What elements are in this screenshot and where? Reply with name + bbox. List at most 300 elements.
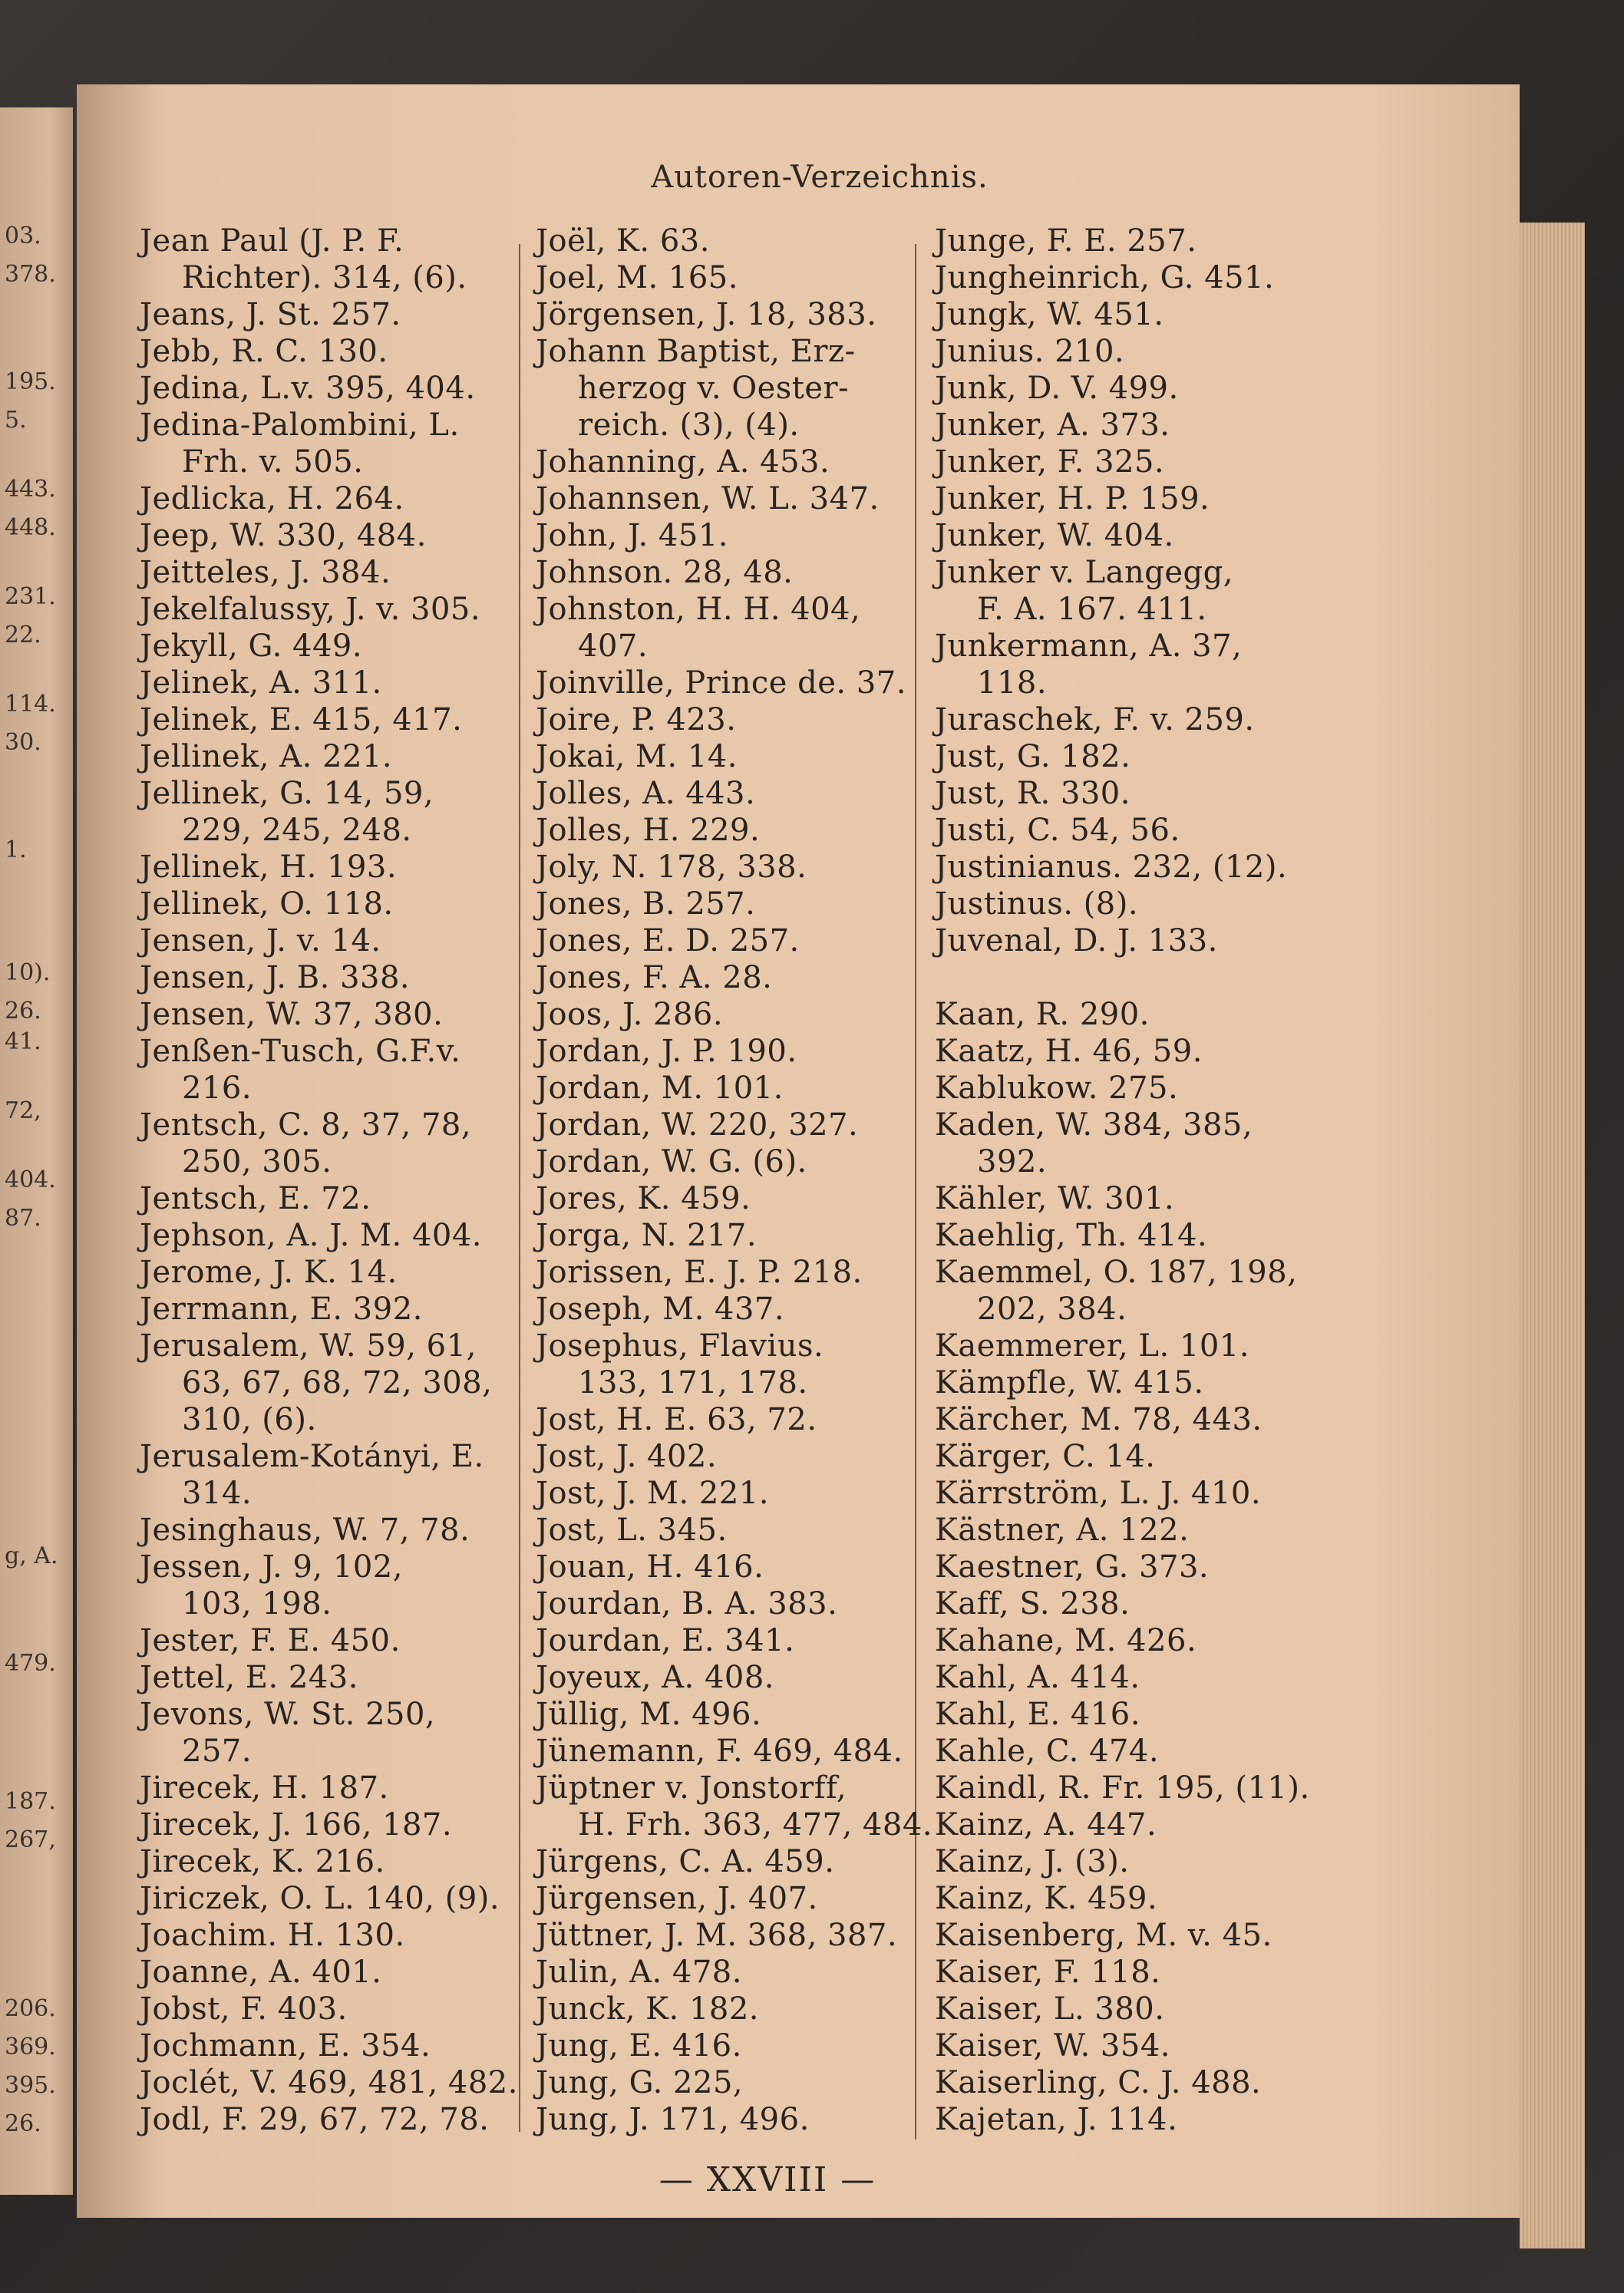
entry-line: Kainz, J. (3). (935, 1844, 1130, 1879)
entry-line: Junker, W. 404. (935, 518, 1174, 553)
entry-line: Jekelfalussy, J. v. 305. (140, 592, 481, 627)
index-entry (536, 1070, 927, 1107)
entry-line: Jungk, W. 451. (935, 297, 1164, 332)
margin-fragment: 87. (5, 1205, 41, 1232)
index-entry (536, 1917, 927, 1954)
index-entry (935, 2064, 1380, 2101)
index-column-2 (536, 223, 932, 2138)
entry-line: Jesinghaus, W. 7, 78. (140, 1513, 470, 1548)
entry-continuation: 118. (977, 665, 1048, 701)
entry-line: Justinus. (8). (935, 886, 1139, 922)
index-entry (140, 775, 523, 849)
index-entry (536, 1143, 927, 1180)
index-entry (140, 407, 523, 480)
entry-line: Jerrmann, E. 392. (140, 1292, 423, 1327)
entry-continuation: 310, (6). (182, 1402, 317, 1437)
index-column-1 (140, 223, 523, 2138)
entry-line: Kaemmel, O. 187, 198, (935, 1255, 1298, 1290)
index-entry (140, 223, 523, 296)
entry-line: Jirecek, J. 166, 187. (140, 1807, 453, 1843)
index-entry (935, 849, 1380, 886)
index-entry (935, 1843, 1380, 1880)
entry-line: Junker, H. P. 159. (935, 481, 1210, 516)
margin-fragment: 231. (5, 583, 56, 610)
index-entry (935, 1070, 1380, 1107)
entry-line: Kähler, W. 301. (935, 1181, 1175, 1216)
entry-line: Kämpfle, W. 415. (935, 1365, 1204, 1401)
index-entry (935, 628, 1380, 701)
margin-fragment: 395. (5, 2072, 56, 2099)
entry-line: Kästner, A. 122. (935, 1513, 1190, 1548)
entry-line: Just, R. 330. (935, 776, 1131, 811)
entry-continuation: 133, 171, 178. (578, 1365, 808, 1401)
index-entry (935, 2101, 1380, 2138)
index-entry (536, 1696, 927, 1733)
index-entry (140, 480, 523, 517)
index-entry (536, 1954, 927, 1991)
index-entry (935, 701, 1380, 738)
entry-line: Kärcher, M. 78, 443. (935, 1402, 1263, 1437)
entry-line: Kaisenberg, M. v. 45. (935, 1918, 1272, 1953)
entry-line: Jüttner, J. M. 368, 387. (536, 1918, 898, 1953)
entry-continuation: 103, 198. (182, 1586, 332, 1622)
entry-line: Kaatz, H. 46, 59. (935, 1034, 1203, 1069)
entry-continuation: 407. (578, 629, 649, 664)
index-entry (935, 1880, 1380, 1917)
entry-line: Jung, J. 171, 496. (536, 2102, 810, 2137)
margin-fragment: 72, (5, 1097, 41, 1124)
index-entry (536, 1107, 927, 1143)
entry-line: Jerusalem, W. 59, 61, (140, 1328, 477, 1364)
entry-line: Julin, A. 478. (536, 1955, 742, 1990)
entry-line: Jerome, J. K. 14. (140, 1255, 398, 1290)
entry-line: Jeep, W. 330, 484. (140, 518, 427, 553)
entry-line: Jung, G. 225, (536, 2065, 744, 2100)
entry-line: Jettel, E. 243. (140, 1660, 358, 1695)
entry-line: Jelinek, E. 415, 417. (140, 702, 463, 737)
entry-continuation: reich. (3), (4). (578, 407, 800, 443)
entry-line: Justi, C. 54, 56. (935, 813, 1180, 848)
index-entry (536, 1585, 927, 1622)
entry-line: Kainz, K. 459. (935, 1881, 1158, 1916)
index-entry (140, 1991, 523, 2027)
entry-line: Jeans, J. St. 257. (140, 297, 401, 332)
entry-continuation: 229, 245, 248. (182, 813, 412, 848)
entry-continuation: 250, 305. (182, 1144, 332, 1179)
index-entry (536, 1254, 927, 1291)
index-entry (935, 959, 1380, 996)
index-entry (935, 1806, 1380, 1843)
index-entry (140, 1622, 523, 1659)
entry-line: Kaehlig, Th. 414. (935, 1218, 1208, 1253)
entry-line: Jünemann, F. 469, 484. (536, 1734, 903, 1769)
entry-line: Jerusalem-Kotányi, E. (140, 1439, 484, 1474)
entry-line: Jenßen-Tusch, G.F.v. (140, 1034, 461, 1069)
entry-line: Kärrström, L. J. 410. (935, 1476, 1262, 1511)
margin-fragment: 10). (5, 959, 51, 986)
index-entry (536, 554, 927, 591)
index-entry (140, 517, 523, 554)
entry-line: Jedlicka, H. 264. (140, 481, 404, 516)
entry-line: Joos, J. 286. (536, 997, 724, 1032)
entry-continuation: 216. (182, 1071, 253, 1106)
margin-fragment: 448. (5, 514, 56, 541)
margin-fragments (2, 107, 71, 2195)
entry-continuation: herzog v. Oester- (578, 371, 850, 406)
margin-fragment: 187. (5, 1788, 56, 1815)
entry-line: Kaestner, G. 373. (935, 1549, 1210, 1585)
index-entry (935, 738, 1380, 775)
index-entry (935, 1659, 1380, 1696)
entry-line: Kajetan, J. 114. (935, 2102, 1178, 2137)
index-entry (140, 1217, 523, 1254)
index-entry (935, 1033, 1380, 1070)
entry-line: Jensen, W. 37, 380. (140, 997, 444, 1032)
index-entry (140, 1180, 523, 1217)
index-entry (140, 922, 523, 959)
entry-line: Kahl, E. 416. (935, 1697, 1140, 1732)
index-entry (935, 554, 1380, 628)
entry-line: Kahane, M. 426. (935, 1623, 1197, 1658)
index-entry (935, 1328, 1380, 1364)
entry-line: Jevons, W. St. 250, (140, 1697, 436, 1732)
index-entry (536, 1880, 927, 1917)
entry-line: Justinianus. 232, (12). (935, 850, 1288, 885)
entry-line: Joseph, M. 437. (536, 1292, 785, 1327)
entry-line: Jones, E. D. 257. (536, 923, 800, 958)
index-entry (935, 1107, 1380, 1180)
index-entry (536, 1770, 932, 1843)
index-entry (536, 1475, 927, 1512)
index-entry (536, 480, 927, 517)
margin-fragment: 114. (5, 691, 56, 718)
index-entry (536, 701, 927, 738)
entry-line: Joclét, V. 469, 481, 482. (140, 2065, 518, 2100)
entry-continuation: H. Frh. 363, 477, 484. (578, 1807, 932, 1843)
entry-line: Jost, L. 345. (536, 1513, 728, 1548)
index-entry (140, 665, 523, 701)
index-entry (935, 333, 1380, 370)
entry-line: Jüllig, M. 496. (536, 1697, 762, 1732)
entry-line: Jiriczek, O. L. 140, (9). (140, 1881, 500, 1916)
index-entry (935, 1217, 1380, 1254)
index-entry (935, 1364, 1380, 1401)
entry-line: Jones, F. A. 28. (536, 960, 773, 995)
entry-line: Jellinek, H. 193. (140, 850, 398, 885)
entry-line: Jorga, N. 217. (536, 1218, 758, 1253)
index-entry (935, 259, 1380, 296)
index-entry (536, 1033, 927, 1070)
index-entry (140, 1291, 523, 1328)
index-entry (140, 1659, 523, 1696)
index-entry (140, 886, 523, 922)
index-entry (935, 1512, 1380, 1549)
entry-continuation: F. A. 167. 411. (977, 592, 1207, 627)
entry-line: Junk, D. V. 499. (935, 371, 1179, 406)
index-entry (140, 1107, 523, 1180)
index-entry (140, 1696, 523, 1770)
index-entry (935, 407, 1380, 444)
index-entry (935, 996, 1380, 1033)
margin-fragment: 30. (5, 729, 41, 756)
entry-line: Kaiser, L. 380. (935, 1991, 1165, 2027)
index-column-3 (935, 223, 1380, 2138)
entry-line: Johnson. 28, 48. (536, 555, 794, 590)
entry-line: Joyeux, A. 408. (536, 1660, 775, 1695)
index-entry (935, 812, 1380, 849)
index-entry (935, 517, 1380, 554)
index-entry (140, 849, 523, 886)
entry-line: Jörgensen, J. 18, 383. (536, 297, 877, 332)
index-entry (140, 1438, 523, 1512)
entry-line: Junge, F. E. 257. (935, 223, 1197, 259)
index-entry (536, 259, 927, 296)
index-entry (536, 333, 927, 444)
entry-line: Junkermann, A. 37, (935, 629, 1243, 664)
index-entry (935, 1254, 1380, 1328)
entry-line: Jordan, W. G. (6). (536, 1144, 807, 1179)
index-entry (536, 849, 927, 886)
index-entry (536, 1217, 927, 1254)
index-entry (140, 959, 523, 996)
entry-line: Jelinek, A. 311. (140, 665, 382, 701)
index-entry (140, 1917, 523, 1954)
index-entry (140, 1880, 523, 1917)
index-entry (536, 922, 927, 959)
entry-line: Joël, K. 63. (536, 223, 710, 259)
entry-line: Jost, H. E. 63, 72. (536, 1402, 817, 1437)
margin-fragment: 206. (5, 1995, 56, 2022)
entry-line: Junck, K. 182. (536, 1991, 760, 2027)
entry-line: Jokai, M. 14. (536, 739, 738, 774)
entry-line: Jost, J. 402. (536, 1439, 718, 1474)
index-entry (140, 1954, 523, 1991)
entry-line: Johnston, H. H. 404, (536, 592, 861, 627)
index-entry (935, 1770, 1380, 1806)
entry-line: Kaden, W. 384, 385, (935, 1107, 1253, 1143)
entry-line: Jeitteles, J. 384. (140, 555, 391, 590)
entry-line: Josephus, Flavius. (536, 1328, 824, 1364)
entry-line: Jüptner v. Jonstorff, (536, 1770, 847, 1806)
index-entry (935, 1180, 1380, 1217)
entry-continuation: 202, 384. (977, 1292, 1127, 1327)
entry-line: Junius. 210. (935, 334, 1125, 369)
index-entry (935, 1696, 1380, 1733)
index-entry (536, 1549, 927, 1585)
index-entry (935, 1954, 1380, 1991)
entry-line: Juvenal, D. J. 133. (935, 923, 1218, 958)
index-entry (935, 1401, 1380, 1438)
index-entry (935, 1991, 1380, 2027)
index-entry (536, 223, 927, 259)
index-entry (140, 2027, 523, 2064)
index-entry (140, 701, 523, 738)
entry-line: Johannsen, W. L. 347. (536, 481, 880, 516)
entry-line: Jourdan, E. 341. (536, 1623, 795, 1658)
index-entry (536, 959, 927, 996)
entry-line: Jolles, H. 229. (536, 813, 761, 848)
entry-line: Jordan, W. 220, 327. (536, 1107, 859, 1143)
index-entry (536, 1180, 927, 1217)
previous-page-edge (0, 107, 73, 2195)
entry-line: Jellinek, O. 118. (140, 886, 394, 922)
entry-line: Jean Paul (J. P. F. (140, 223, 404, 259)
index-entry (935, 370, 1380, 407)
index-entry (935, 296, 1380, 333)
index-entry (536, 2027, 927, 2064)
entry-line: Joanne, A. 401. (140, 1955, 382, 1990)
index-entry (536, 1291, 927, 1328)
index-entry (935, 480, 1380, 517)
index-entry (935, 1733, 1380, 1770)
entry-continuation: Richter). 314, (6). (182, 260, 467, 295)
entry-line: Kahle, C. 474. (935, 1734, 1160, 1769)
entry-line: Jürgensen, J. 407. (536, 1881, 818, 1916)
index-entry (140, 333, 523, 370)
index-entry (935, 1475, 1380, 1512)
index-entry (140, 628, 523, 665)
index-entry (140, 1033, 523, 1107)
entry-line: Jordan, J. P. 190. (536, 1034, 797, 1069)
index-entry (140, 2101, 523, 2138)
index-entry (140, 591, 523, 628)
index-entry (935, 1917, 1380, 1954)
entry-line: Johann Baptist, Erz- (536, 334, 856, 369)
entry-line: Junker, A. 373. (935, 407, 1170, 443)
index-entry (536, 812, 927, 849)
entry-line: Jodl, F. 29, 67, 72, 78. (140, 2102, 490, 2137)
margin-fragment: 5. (5, 407, 27, 434)
margin-fragment: 1. (5, 836, 27, 863)
index-entry (935, 775, 1380, 812)
entry-line: Jolles, A. 443. (536, 776, 756, 811)
index-entry (536, 738, 927, 775)
index-entry (140, 1512, 523, 1549)
margin-fragment: 195. (5, 368, 56, 395)
entry-line: Jephson, A. J. M. 404. (140, 1218, 482, 1253)
margin-fragment: 03. (5, 223, 41, 249)
entry-line: Jobst, F. 403. (140, 1991, 348, 2027)
index-entry (536, 996, 927, 1033)
page-block-edge (1520, 223, 1585, 2248)
margin-fragment: 22. (5, 622, 41, 648)
page-number: — XXVIII — (659, 2160, 876, 2199)
entry-line: Jessen, J. 9, 102, (140, 1549, 403, 1585)
entry-line: John, J. 451. (536, 518, 728, 553)
margin-fragment: 369. (5, 2034, 56, 2060)
entry-line: Jebb, R. C. 130. (140, 334, 388, 369)
entry-continuation: 63, 67, 68, 72, 308, (182, 1365, 493, 1401)
entry-line: Jores, K. 459. (536, 1181, 751, 1216)
entry-line: Jourdan, B. A. 383. (536, 1586, 838, 1622)
index-entry (140, 296, 523, 333)
entry-line: Junker, F. 325. (935, 444, 1165, 480)
index-entry (536, 1843, 927, 1880)
entry-line: Kaff, S. 238. (935, 1586, 1131, 1622)
index-entry (536, 1733, 927, 1770)
entry-line: Jürgens, C. A. 459. (536, 1844, 835, 1879)
entry-line: Joachim. H. 130. (140, 1918, 405, 1953)
index-entry (935, 1438, 1380, 1475)
entry-line: Jellinek, G. 14, 59, (140, 776, 434, 811)
entry-line: Kaiser, F. 118. (935, 1955, 1161, 1990)
index-entry (935, 444, 1380, 480)
margin-fragment: 267, (5, 1826, 56, 1853)
margin-fragment: 26. (5, 2110, 41, 2137)
index-entry (536, 2064, 927, 2101)
index-entry (935, 922, 1380, 959)
entry-line: Jekyll, G. 449. (140, 629, 363, 664)
index-entry (140, 370, 523, 407)
entry-line: Joire, P. 423. (536, 702, 737, 737)
index-entry (536, 775, 927, 812)
margin-fragment: 41. (5, 1028, 41, 1055)
entry-line: Junker v. Langegg, (935, 555, 1233, 590)
page-header: Autoren-Verzeichnis. (651, 160, 989, 195)
index-entry (140, 738, 523, 775)
entry-line: Jouan, H. 416. (536, 1549, 764, 1585)
entry-line: Jones, B. 257. (536, 886, 756, 922)
index-entry (935, 223, 1380, 259)
index-entry (935, 1585, 1380, 1622)
index-entry (536, 517, 927, 554)
margin-fragment: 443. (5, 476, 56, 503)
index-entry (536, 2101, 927, 2138)
entry-line: Kahl, A. 414. (935, 1660, 1140, 1695)
entry-line: Jochmann, E. 354. (140, 2028, 431, 2064)
entry-line: Kärger, C. 14. (935, 1439, 1156, 1474)
entry-line: Jentsch, E. 72. (140, 1181, 371, 1216)
entry-line: Kainz, A. 447. (935, 1807, 1157, 1843)
index-entry (140, 2064, 523, 2101)
entry-continuation: 257. (182, 1734, 253, 1769)
entry-line: Jordan, M. 101. (536, 1071, 784, 1106)
entry-line: Kaindl, R. Fr. 195, (11). (935, 1770, 1310, 1806)
entry-line: Jirecek, H. 187. (140, 1770, 389, 1806)
index-entry (536, 1328, 927, 1401)
entry-line: Joinville, Prince de. 37. (536, 665, 906, 701)
entry-line: Jungheinrich, G. 451. (935, 260, 1275, 295)
index-entry (536, 444, 927, 480)
entry-line: Kaiserling, C. J. 488. (935, 2065, 1262, 2100)
entry-line: Jellinek, A. 221. (140, 739, 393, 774)
margin-fragment: 378. (5, 261, 56, 288)
entry-line: Jung, E. 416. (536, 2028, 742, 2064)
index-entry (536, 1991, 927, 2027)
entry-line: Jensen, J. B. 338. (140, 960, 411, 995)
index-entry (140, 1254, 523, 1291)
index-entry (935, 1622, 1380, 1659)
index-entry (140, 1770, 523, 1806)
index-entry (140, 1806, 523, 1843)
index-entry (536, 591, 927, 665)
entry-line: Jirecek, K. 216. (140, 1844, 385, 1879)
index-entry (536, 665, 927, 701)
index-entry (536, 1438, 927, 1475)
index-entry (140, 554, 523, 591)
entry-line: Juraschek, F. v. 259. (935, 702, 1255, 737)
entry-line: Kablukow. 275. (935, 1071, 1179, 1106)
entry-line: Joel, M. 165. (536, 260, 738, 295)
index-entry (536, 296, 927, 333)
index-entry (536, 1659, 927, 1696)
entry-line: Jensen, J. v. 14. (140, 923, 381, 958)
index-entry (536, 1512, 927, 1549)
margin-fragment: 26. (5, 998, 41, 1024)
entry-line: Kaiser, W. 354. (935, 2028, 1170, 2064)
entry-line: Kaemmerer, L. 101. (935, 1328, 1249, 1364)
margin-fragment: 479. (5, 1650, 56, 1677)
